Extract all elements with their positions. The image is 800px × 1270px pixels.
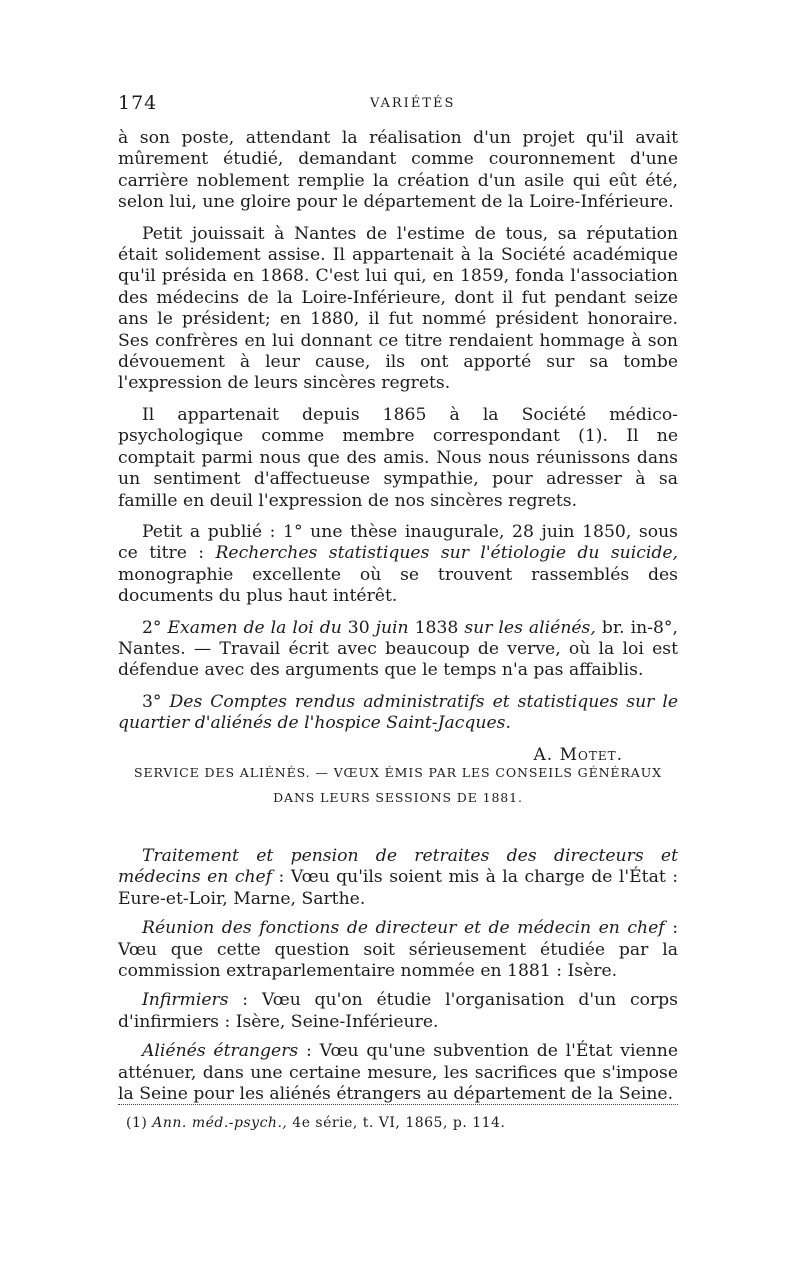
section-item-3: [118, 990, 678, 1033]
footnote-divider: [118, 1104, 678, 1105]
section-item-3-title: Infirmiers: [142, 990, 229, 1011]
paragraph-5-title-c: sur les aliénés,: [464, 617, 596, 638]
paragraph-5-text: br. in-8°, Nantes. — Travail écrit avec beaucoup de verve, où la loi est défendue avec des arguments que le temps n'a pas affaiblis.: [118, 617, 678, 681]
paragraph-6-title: Des Comptes rendus administratifs et statistiques sur le quartier d'aliénés de l'hospice Saint-Jacques.: [118, 691, 678, 734]
footnote-marker: (1): [126, 1115, 153, 1131]
author-signature: A. Motet.: [533, 744, 623, 765]
section-item-1-title: Traitement et pension de retraites des directeurs et médecins en chef: [118, 846, 678, 888]
page-number: 174: [118, 92, 158, 114]
section-item-4-title: Aliénés étrangers: [142, 1041, 299, 1062]
paragraph-5-title-a: Examen de la loi du: [167, 617, 342, 638]
section-item-4-text: : Vœu qu'une subvention de l'État vienne atténuer, dans une certaine mesure, les sacrifices que s'impose la Seine pour les aliénés étrangers au département de la Seine.: [118, 1041, 678, 1105]
paragraph-4-text: Petit a publié : 1° une thèse inaugurale, 28 juin 1850, sous ce titre :: [118, 521, 678, 564]
page-header: [118, 92, 678, 114]
section-item-4: [118, 1041, 678, 1105]
paragraph-5-day: 30: [341, 617, 376, 638]
section-heading-line-2: DANS LEURS SESSIONS DE 1881.: [273, 790, 523, 805]
footnote-citation: 4e série, t. VI, 1865, p. 114.: [287, 1115, 506, 1131]
paragraph-6: [118, 692, 678, 735]
section-heading-line-1: SERVICE DES ALIÉNÉS. — VŒUX ÉMIS PAR LES CONSEILS GÉNÉRAUX: [134, 765, 662, 780]
paragraph-2: Petit jouissait à Nantes de l'estime de tous, sa réputation était solidement assise. Il appartenait à la Société académique qu'il présida en 1868. C'est lui qui, en 1859, fonda l'association des médecins de la Loire-Inférieure, dont il fut pendant seize ans le président; en 1880, il fut nommé président honoraire. Ses confrères en lui donnant ce titre rendaient hommage à son dévouement à leur cause, ils ont apporté sur sa tombe l'expression de leurs sincères regrets.: [118, 223, 678, 394]
section-item-2: [118, 918, 678, 982]
footnote: [126, 1115, 505, 1131]
section-text: [118, 846, 678, 1113]
paragraph-5-title-b: juin: [375, 617, 409, 638]
paragraph-5: [118, 618, 678, 682]
section-item-1-text: : Vœu qu'ils soient mis à la charge de l'État : Eure-et-Loir, Marne, Sarthe.: [118, 867, 678, 909]
paragraph-4-text-end: monographie excellente où se trouvent rassemblés des documents du plus haut intérêt.: [118, 564, 678, 607]
section-item-2-text: : Vœu que cette question soit sérieusement étudiée par la commission extraparlementaire nommée en 1881 : Isère.: [118, 918, 678, 982]
paragraph-6-num: 3°: [142, 691, 170, 712]
section-item-1: [118, 846, 678, 910]
paragraph-4-title: Recherches statistiques sur l'étiologie du suicide,: [215, 543, 678, 564]
running-title: VARIÉTÉS: [370, 96, 456, 111]
paragraph-5-year: 1838: [408, 617, 465, 638]
section-item-3-text: : Vœu qu'on étudie l'organisation d'un corps d'infirmiers : Isère, Seine-Inférieure.: [118, 990, 678, 1032]
paragraph-3: Il appartenait depuis 1865 à la Société médico-psychologique comme membre correspondant (1). Il ne comptait parmi nous que des amis. Nous nous réunissons dans un sentiment d'affectueuse sympathie, pour adresser à sa famille en deuil l'expression de nos sincères regrets.: [118, 404, 678, 511]
section-heading: [118, 760, 678, 810]
paragraph-1: à son poste, attendant la réalisation d'un projet qu'il avait mûrement étudié, demandant comme couronnement d'une carrière noblement remplie la création d'un asile qui eût été, selon lui, une gloire pour le département de la Loire-Inférieure.: [118, 128, 678, 213]
obituary-text: [118, 128, 678, 766]
section-item-2-title: Réunion des fonctions de directeur et de médecin en chef: [142, 918, 665, 939]
paragraph-4: [118, 522, 678, 608]
paragraph-5-num: 2°: [142, 617, 168, 638]
footnote-journal: Ann. méd.-psych.,: [152, 1115, 288, 1131]
